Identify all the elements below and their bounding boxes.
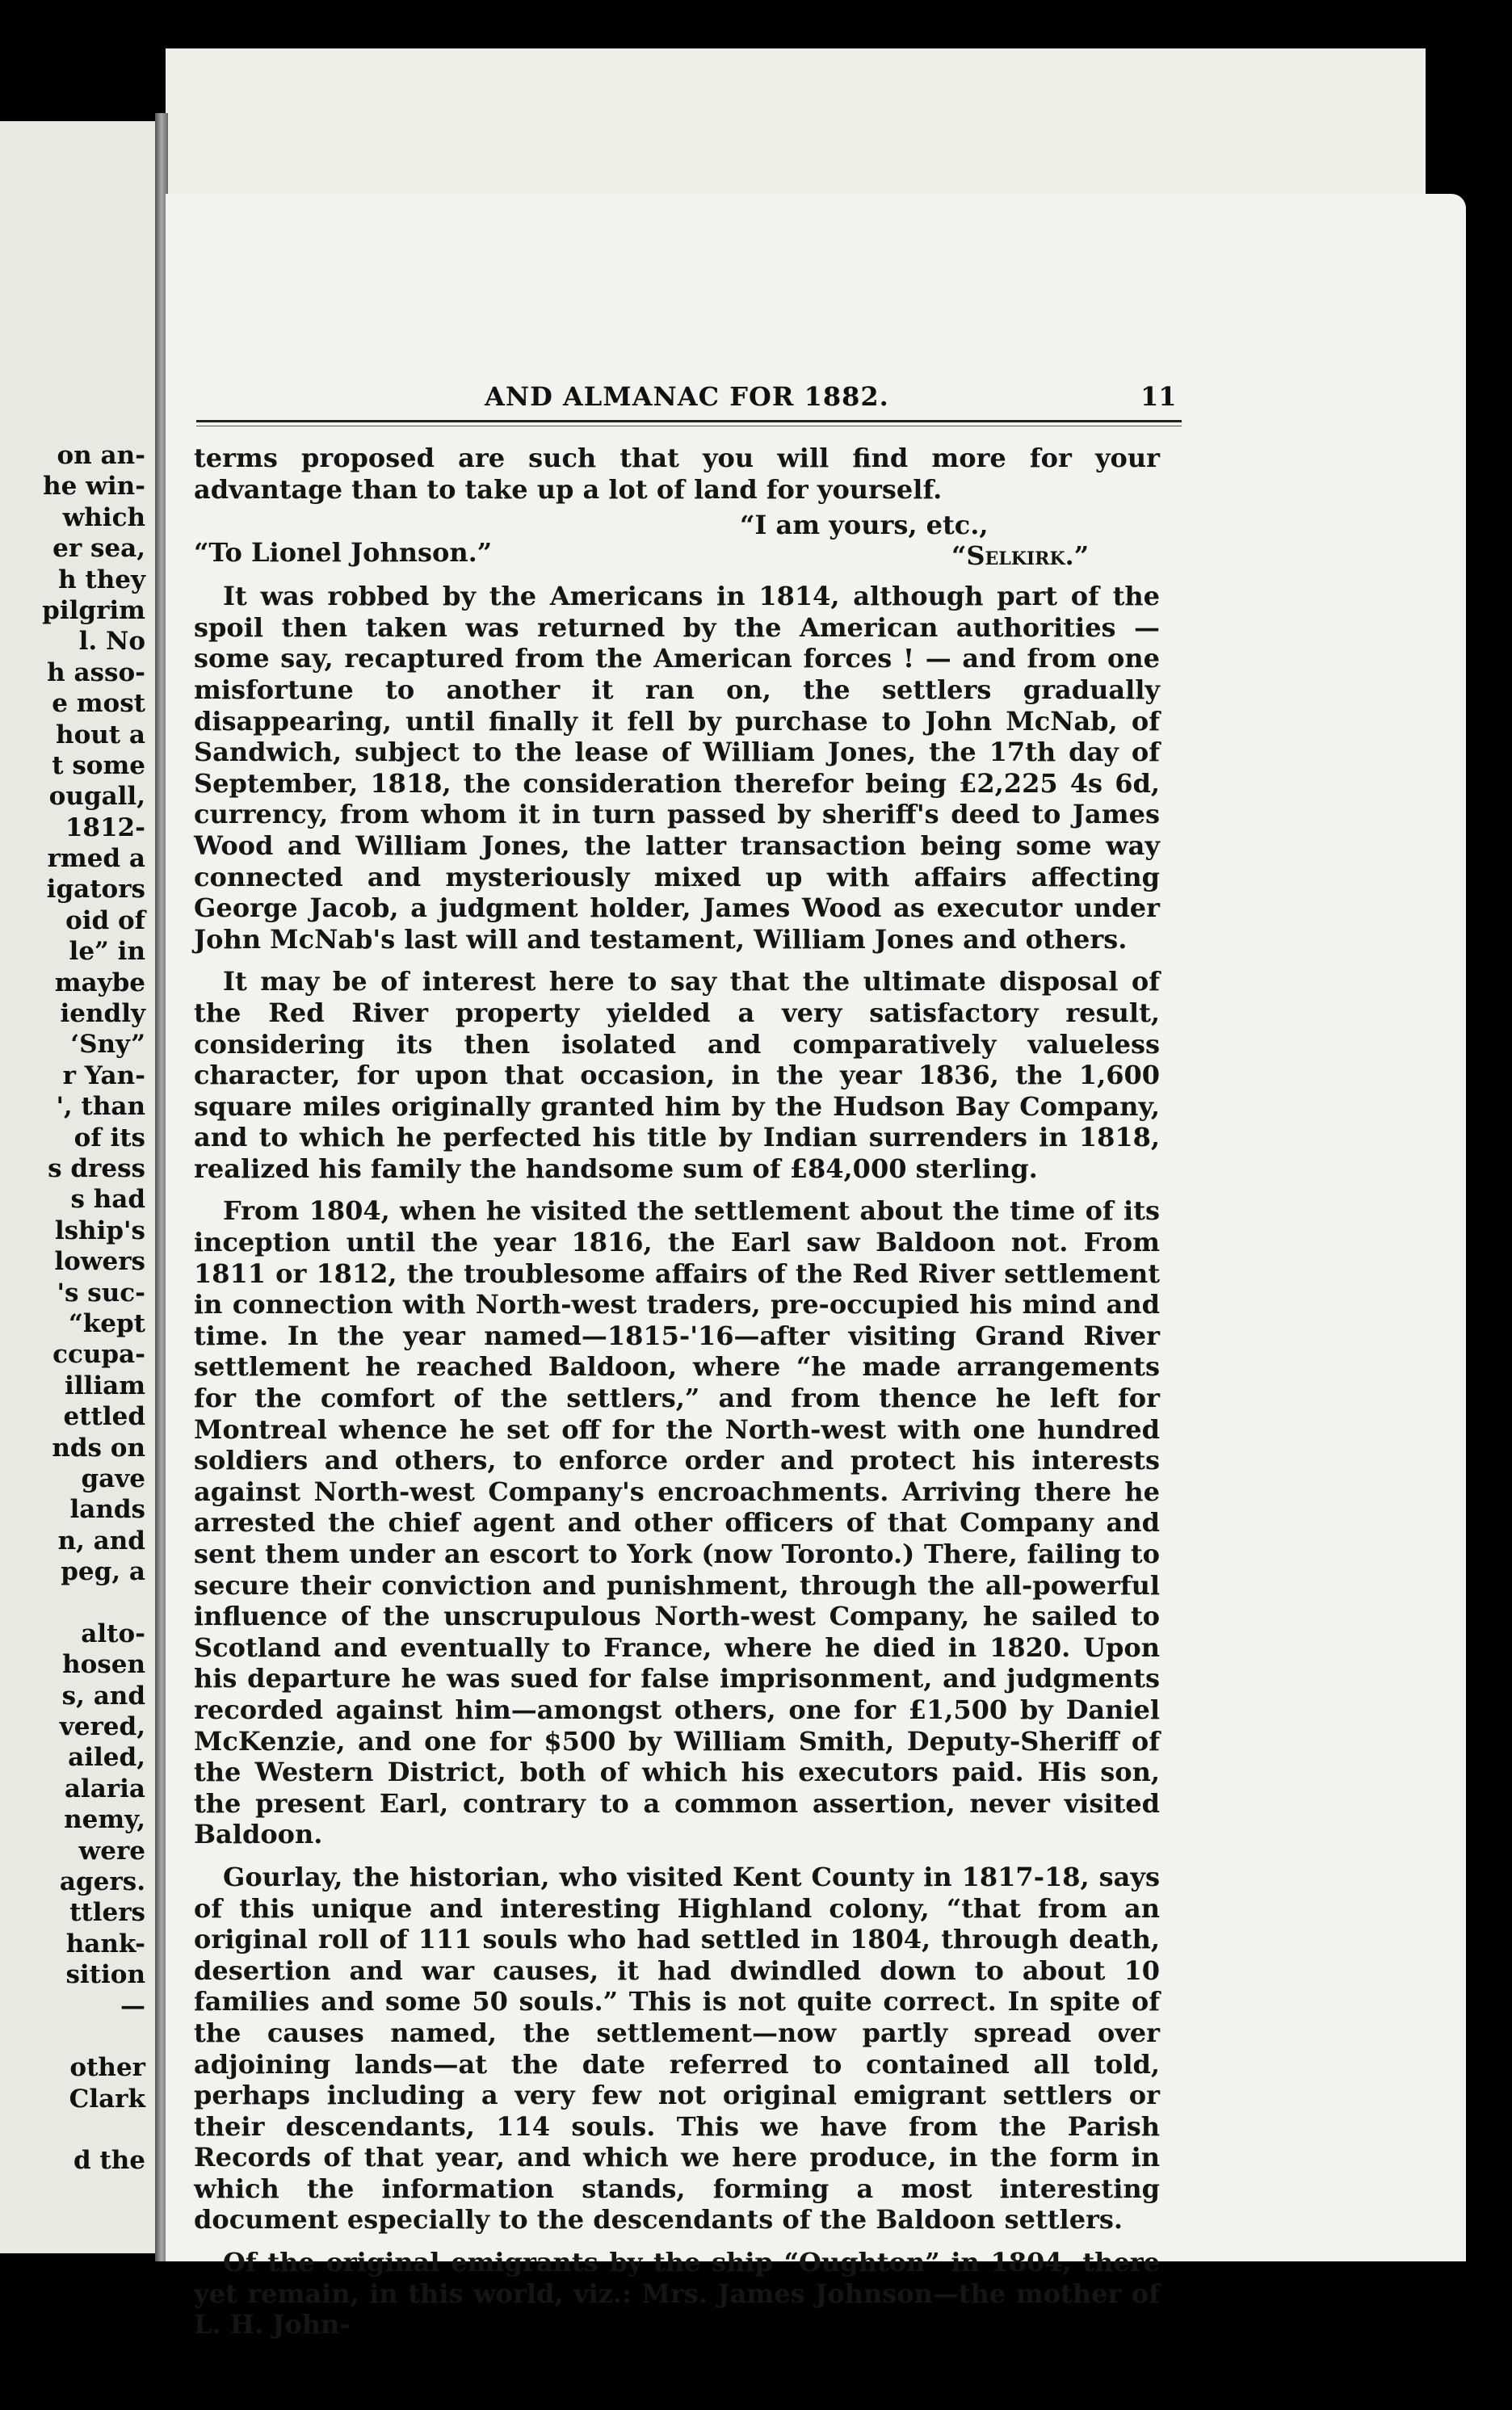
paragraph-gourlay: Gourlay, the historian, who visited Kent County in 1817-18, says of this unique and interesting Highland colony, “that from an original roll of 111 souls who had settled in 1804, through death, desertion and war causes, it had dwindled down to about 10 families and some 50 souls.” This is not quite correct. In spite of the causes named, the settlement—now partly spread over adjoining lands—at the date referred to contained all told, perhaps including a very few not original emigrant settlers or their descendants, 114 souls. This we have from the Parish Records of that year, and which we here produce, in the form in which the information stands, forming a most interesting document especially to the descendants of the Baldoon settlers. [194,1861,1160,2236]
left-page-line: le” in [69,937,145,967]
left-page-line: ttlers [69,1898,145,1928]
left-page-line: Clark [69,2084,145,2114]
left-page-line: alto- [81,1619,145,1648]
left-page-text-column [0,440,145,2177]
paragraph-earl-visits: From 1804, when he visited the settlement about the time of its inception until the year 1816, the Earl saw Baldoon not. From 1811 or 1812, the troublesome affairs of the Red River settlement in connection with North-west traders, pre-occupied his mind and time. In the year named—1815-'16—after visiting Grand River settlement he reached Baldoon, where “he made arrangements for the comfort of the settlers,” and from thence he left for Montreal whence he set off for the North-west with one hundred soldiers and others, to enforce order and protect his interests against North-west Company's encroachments. Arriving there he arrested the chief agent and other officers of that Company and sent them under an escort to York (now Toronto.) There, failing to secure their conviction and punishment, through the all-powerful influence of the unscrupulous North-west Company, he sailed to Scotland and eventually to France, where he died in 1820. Upon his departure he was sued for false imprisonment, and judgments recorded against him—amongst others, one for £1,500 by Daniel McKenzie, and one for $500 by William Smith, Deputy-Sheriff of the Western District, both of which his executors paid. His son, the present Earl, contrary to a common assertion, never visited Baldoon. [194,1195,1160,1850]
letter-signature-block [194,510,1160,581]
left-page-line: igators [46,875,145,905]
left-page-line: rmed a [47,844,145,874]
left-page-line: hosen [62,1650,145,1680]
left-page-line: s dress [48,1153,145,1183]
left-page-line: lands [69,1495,145,1525]
left-page-line: gave [81,1463,145,1493]
left-page-line: d the [73,2146,145,2176]
letter-ending-paragraph: terms proposed are such that you will find more for your advantage than to take up a lot of land for yourself. [194,443,1160,505]
left-page-line: peg, a [61,1557,145,1587]
left-page-line: lship's [54,1215,145,1245]
left-page-line [0,1587,145,1618]
left-page-line: ougall, [48,782,145,812]
left-page-line: ettled [63,1402,145,1432]
left-page-line: ailed, [68,1743,145,1773]
page-top-area [166,48,1426,210]
left-page-line: which [62,502,145,532]
left-page-line [0,2022,145,2052]
left-page-line: 's suc- [57,1278,145,1308]
left-page-line: ‘Sny” [70,1030,145,1060]
letter-signature: “Selkirk.” [951,540,1090,572]
left-page-line: n, and [57,1526,145,1556]
left-page-line: he win- [43,472,145,502]
left-page-line: nemy, [64,1805,145,1835]
left-page-line: r Yan- [62,1060,145,1090]
left-page-line: h they [58,565,145,594]
left-page-line: s had [70,1185,145,1215]
left-page-line: ccupa- [52,1340,145,1370]
left-page-line: 1812- [65,812,145,842]
header-rule [196,420,1182,422]
left-page-line: pilgrim [42,595,145,625]
left-page-line: lowers [54,1247,145,1277]
paragraph-red-river: It may be of interest here to say that the ultimate disposal of the Red River property yielded a very satisfactory result, considering its then isolated and comparatively valueless character, for upon that occasion, in the year 1836, the 1,600 square miles originally granted him by the Hudson Bay Company, and to which he perfected his title by Indian surrenders in 1818, realized his family the handsome sum of £84,000 sterling. [194,966,1160,1184]
left-page-line: alaria [64,1774,145,1803]
left-page-line: oid of [65,905,145,935]
left-page-line: h asso- [47,657,145,687]
running-header: AND ALMANAC FOR 1882. [485,381,889,412]
left-page-line: vered, [59,1712,145,1742]
left-page-line: iendly [60,999,145,1029]
left-page-line: illiam [65,1371,145,1400]
left-page-line: agers. [59,1866,145,1896]
left-page-line: sition [65,1960,145,1990]
page-number: 11 [1140,381,1177,412]
left-page-line: ', than [56,1092,145,1122]
left-page-line: “kept [68,1308,145,1338]
letter-recipient: “To Lionel Johnson.” [194,537,493,569]
left-page-line: of its [74,1123,145,1153]
left-page-line: l. No [78,627,145,657]
left-page-line: er sea, [52,534,145,564]
sign-off: “I am yours, etc., [740,510,989,541]
paragraph-original-emigrants: Of the original emigrants by the ship “Oughton” in 1804, there yet remain, in this world, viz.: Mrs. James Johnson—the mother of L. H. John- [194,2247,1160,2341]
left-page-line: on an- [57,441,145,470]
left-page-line: s, and [61,1681,145,1711]
left-page-line: hank- [65,1929,145,1959]
left-page-line: other [69,2053,145,2083]
page-body [194,443,1160,2352]
left-page-line: t some [52,750,145,780]
paragraph-robbed-1814: It was robbed by the Americans in 1814, although part of the spoil then taken was returned by the American authorities — some say, recaptured from the American forces ! — and from one misfortune to another it ran on, the settlers gradually disappearing, until finally it fell by purchase to John McNab, of Sandwich, subject to the lease of William Jones, the 17th day of September, 1818, the consideration therefor being £2,225 4s 6d, currency, from whom it in turn passed by sheriff's deed to James Wood and William Jones, the latter transaction being some way connected and mysteriously mixed up with affairs affecting George Jacob, a judgment holder, James Wood as executor under John McNab's last will and testament, William Jones and others. [194,581,1160,955]
left-page-line: — [120,1991,145,2021]
left-page-line: e most [52,689,145,719]
left-page-line: hout a [56,720,145,749]
left-page-line: nds on [52,1433,145,1463]
left-page-line: were [78,1836,145,1866]
left-page-line [0,2114,145,2145]
left-page-fragment [0,121,158,2253]
left-page-line: maybe [54,968,145,997]
